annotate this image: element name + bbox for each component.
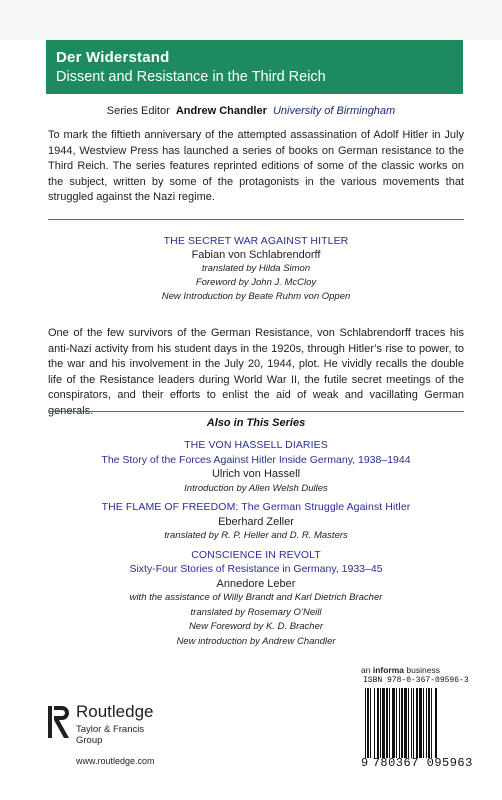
series-intro-paragraph: To mark the fiftieth anniversary of the attempted assassination of Adolf Hitler in July 1944, Westview Press has launched a series of books on German resistance to the Third Reich. The series features reprinted editions of some of the classic works on the subject, written by some of the protagonists in the various movements that struggled against the Nazi regime.	[48, 129, 464, 203]
series-book-credit: New Foreword by K. D. Bracher	[188, 621, 324, 632]
series-book-list	[48, 438, 464, 653]
barcode-digits	[361, 756, 473, 770]
publisher-url: www.routledge.com	[76, 756, 155, 766]
isbn-barcode-block	[361, 676, 473, 776]
series-editor-name: Andrew Chandler	[175, 105, 267, 117]
featured-book-description: One of the few survivors of the German Resistance, von Schlabrendorff traces his anti-Nazi activity from his student days in the 1920s, through Hitler’s rise to power, to the war and his involvement in the July 20, 1944, plot. He vividly recalls the double life of the Resistance leaders during World War II, the futile secret meetings of the conspirators, and their efforts to enlist the aid of weak and vacillating German generals.	[48, 327, 464, 417]
series-book-credit: translated by Rosemary O’Neill	[190, 606, 322, 618]
series-book-zeller	[48, 500, 464, 544]
series-book-credit: translated by R. P. Heller and D. R. Masters	[164, 530, 348, 541]
publisher-logo	[48, 702, 168, 746]
series-title: Der Widerstand	[56, 49, 170, 66]
divider-top	[48, 219, 464, 220]
featured-book	[48, 234, 464, 304]
featured-book-author: Fabian von Schlabrendorff	[191, 249, 321, 261]
featured-book-introduction: New Introduction by Beate Ruhm von Oppen	[161, 291, 351, 302]
series-book-title: THE FLAME OF FREEDOM: The German Struggle Against Hitler	[101, 501, 411, 513]
series-book-title: CONSCIENCE IN REVOLT	[191, 548, 321, 561]
series-book-title: THE VON HASSELL DIARIES	[184, 439, 328, 451]
also-in-series-heading	[48, 417, 464, 429]
series-book-subtitle: Sixty-Four Stories of Resistance in Germany, 1933–45	[129, 563, 383, 575]
series-subtitle: Dissent and Resistance in the Third Reich	[56, 69, 326, 85]
series-book-subtitle: The Story of the Forces Against Hitler Inside Germany, 1938–1944	[101, 453, 411, 466]
publisher-group: Taylor & Francis Group	[76, 724, 145, 746]
series-editor-affiliation: University of Birmingham	[272, 105, 396, 117]
also-in-series-label: Also in This Series	[206, 417, 306, 429]
routledge-r-icon	[48, 704, 70, 740]
series-book-author: Annedore Leber	[216, 577, 296, 590]
informa-business-line	[361, 665, 440, 675]
series-book-credit: Introduction by Allen Welsh Dulles	[184, 482, 328, 494]
series-book-credit: with the assistance of Willy Brandt and Karl Dietrich Bracher	[129, 592, 383, 603]
featured-book-translator: translated by Hilda Simon	[201, 263, 311, 274]
series-editor-label: Series Editor	[106, 105, 170, 117]
divider-bottom	[48, 411, 464, 412]
informa-brand: informa	[372, 665, 405, 675]
isbn-label: ISBN 978-0-367-09596-3	[363, 676, 469, 685]
series-header-band	[46, 40, 463, 94]
featured-book-foreword: Foreword by John J. McCloy	[195, 277, 317, 288]
publisher-name: Routledge	[76, 702, 154, 721]
informa-prefix: an	[361, 665, 371, 675]
barcode-digits-rest: 780367 095963	[372, 756, 473, 770]
series-book-credit: New introduction by Andrew Chandler	[176, 635, 336, 647]
series-book-leber	[48, 548, 464, 650]
series-book-author: Ulrich von Hassell	[211, 468, 301, 480]
barcode-icon	[365, 688, 461, 758]
series-editor-line	[0, 105, 502, 117]
featured-book-title: THE SECRET WAR AGAINST HITLER	[163, 235, 349, 247]
barcode-digit-lead: 9	[361, 756, 369, 770]
informa-suffix: business	[406, 665, 440, 675]
series-book-hassell	[48, 438, 464, 496]
series-book-author: Eberhard Zeller	[218, 515, 294, 528]
top-margin	[0, 0, 502, 40]
